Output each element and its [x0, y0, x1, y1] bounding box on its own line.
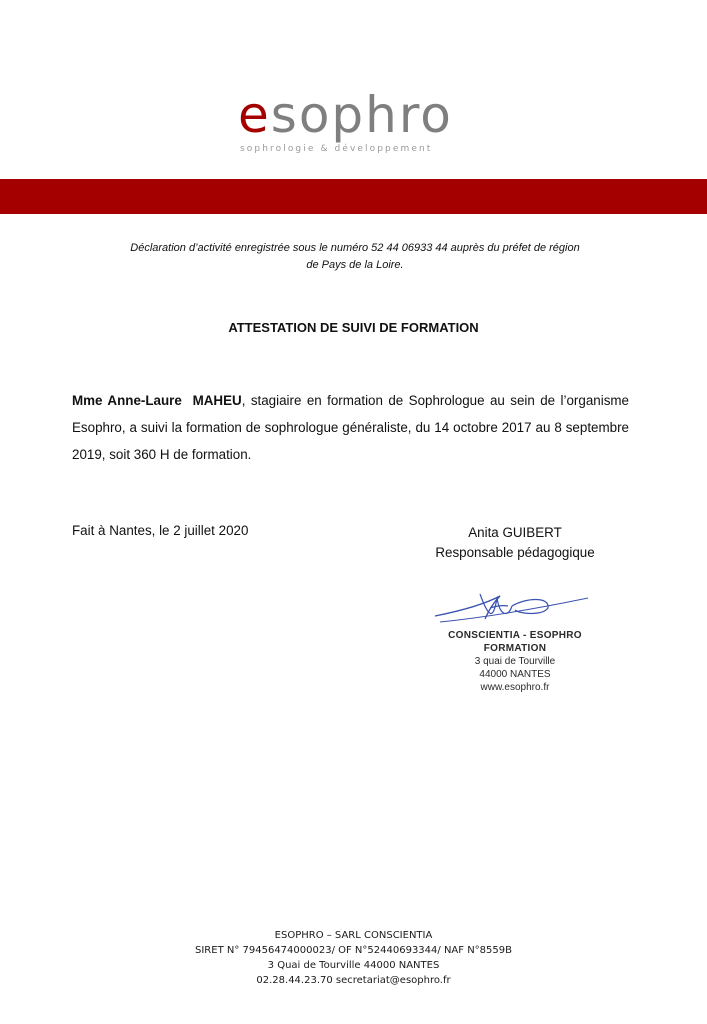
attestation-body	[72, 387, 629, 468]
handwritten-signature	[430, 586, 590, 631]
stamp-line-4: 44000 NANTES	[479, 669, 551, 680]
attestation-text: , stagiaire en formation de Sophrologue au sein de l’organisme Esophro, a suivi la formation de sophrologue généraliste, du 14 octobre 2017 au 8 septembre 2019, soit 360 H de formation.	[72, 393, 629, 462]
footer-line-2: SIRET N° 79456474000023/ OF N°52440693344/ NAF N°8559B	[195, 945, 512, 956]
stamp-line-3: 3 quai de Tourville	[474, 656, 556, 667]
declaration-line-2: de Pays de la Loire.	[306, 259, 404, 271]
logo-rest: sophro	[270, 86, 453, 144]
footer-line-3: 3 Quai de Tourville 44000 NANTES	[267, 960, 440, 971]
stamp-line-1: CONSCIENTIA - ESOPHRO	[448, 630, 582, 641]
page-footer	[0, 928, 707, 988]
logo-wordmark	[238, 88, 453, 142]
company-stamp	[420, 629, 610, 694]
signer-name: Anita GUIBERT	[468, 525, 562, 540]
signer-role: Responsable pédagogique	[435, 545, 595, 560]
signer-block	[410, 523, 620, 563]
esophro-logo	[238, 88, 468, 158]
activity-declaration	[60, 240, 650, 274]
document-title: ATTESTATION DE SUIVI DE FORMATION	[228, 320, 479, 335]
stamp-line-5: www.esophro.fr	[480, 682, 550, 693]
stamp-line-2: FORMATION	[483, 643, 547, 654]
header-red-band	[0, 179, 707, 214]
footer-line-4: 02.28.44.23.70 secretariat@esophro.fr	[256, 975, 451, 986]
place-date: Fait à Nantes, le 2 juillet 2020	[72, 523, 249, 538]
footer-line-1: ESOPHRO – SARL CONSCIENTIA	[274, 930, 433, 941]
trainee-name: Mme Anne-Laure MAHEU	[72, 393, 242, 408]
declaration-line-1: Déclaration d’activité enregistrée sous le numéro 52 44 06933 44 auprès du préfet de région	[130, 242, 580, 254]
logo-tagline: sophrologie & développement	[240, 144, 433, 154]
logo-e-letter: e	[238, 86, 271, 144]
